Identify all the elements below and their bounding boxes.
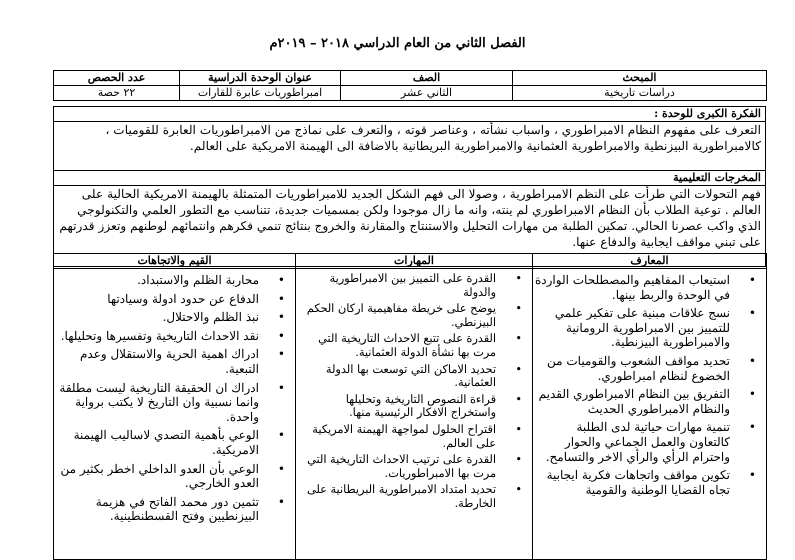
unit-value: امبراطوريات عابرة للقارات (180, 86, 341, 101)
list-item-text: نسج علاقات مبنية على تفكير علمي للتمييز بين الامبراطورية الرومانية والامبراطورية البيزنطية. (554, 306, 730, 350)
outcomes-text: فهم التحولات التي طرأت على النظم الامبراطورية ، وصولا الى فهم الشكل الجديد للامبراطوريات المتمثلة بالهيمنة الامريكية الحالية على العالم . توعية الطلاب بأن النظام الامبراطوري لم ينته، وانه ما زال موجودا ولكن بمسميات جديدة، تتناسب مع التطور العلمي والتكنولوجي الذي واكب عصرنا الحالي. تمكين الطلبة من مهارات التحليل والاستنتاج والمقارنة والخروج بنتائج تنمي فكرهم وانتمائهم لوطنهم وتعزز قدرتهم على تبني مواقف ايجابية والدفاع عنها. (54, 186, 766, 267)
list-item (298, 272, 530, 299)
values-header: القيم والاتجاهات (54, 254, 296, 269)
knowledge-column (533, 269, 767, 560)
bullet-icon: • (277, 291, 285, 306)
grade-header: الصف (341, 71, 513, 86)
bullet-icon: • (748, 353, 756, 368)
bullet-icon: • (748, 387, 756, 402)
list-item-text: محاربة الظلم والاستبداد. (137, 273, 259, 287)
big-idea-label: الفكرة الكبرى للوحدة : (54, 107, 766, 122)
list-item-text: تحديد الاماكن التي توسعت بها الدولة العثمانية. (325, 362, 496, 390)
list-item (535, 306, 764, 350)
outcomes-label: المخرجات التعليمية (54, 171, 766, 186)
bullet-icon: • (277, 380, 285, 395)
list-item (535, 273, 764, 302)
list-item (56, 428, 293, 457)
bullet-icon: • (515, 272, 522, 285)
bullet-icon: • (748, 420, 756, 435)
list-item (298, 363, 530, 390)
list-item (56, 462, 293, 491)
list-item (298, 423, 530, 450)
bullet-icon: • (515, 483, 522, 497)
list-item-text: استيعاب المفاهيم والمصطلحات الواردة في الوحدة والربط بينها. (535, 273, 730, 302)
list-item-text: القدرة على ترتيب الاحداث التاريخية التي مرت بها الامبراطوريات. (307, 453, 496, 480)
big-idea-text: التعرف على مفهوم النظام الامبراطوري ، واسباب نشأته ، وعناصر قوته ، والتعرف على نماذج من الامبراطوريات العابرة للقوميات ، كالامبراطورية البيزنطية والامبراطورية العثمانية والامبراطورية البريطانية بالاضافة الى الهيمنة الامريكية على العالم. (54, 122, 766, 171)
page-title: الفصل الثاني من العام الدراسي ٢٠١٨ – ٢٠١٩م (269, 36, 526, 51)
bullet-icon: • (515, 362, 522, 376)
periods-header: عدد الحصص (54, 71, 180, 86)
subject-header: المبحث (513, 71, 767, 86)
list-item (56, 310, 293, 325)
bullet-icon: • (515, 422, 522, 436)
grade-value: الثاني عشر (341, 86, 513, 101)
list-item-text: ادراك اهمية الحرية والاستقلال وعدم التبعية. (79, 347, 259, 376)
list-item (535, 420, 764, 464)
info-table (53, 70, 767, 101)
list-item (298, 453, 530, 480)
list-item-text: تكوين مواقف واتجاهات فكرية ايجابية تجاه القضايا الوطنية والقومية (546, 468, 730, 497)
list-item-text: يوضح على خريطة مفاهيمية اركان الحكم البيزنطي. (306, 302, 496, 329)
list-item (535, 387, 764, 416)
bullet-icon: • (515, 302, 522, 316)
list-item-text: تحديد مواقف الشعوب والقوميات من الخضوع لنظام امبراطوري. (547, 353, 730, 383)
bullet-icon: • (277, 461, 285, 476)
list-item-text: اقتراح الحلول لمواجهة الهيمنة الامريكية على العالم. (312, 422, 496, 450)
bullet-icon: • (748, 306, 756, 321)
bullet-icon: • (515, 453, 522, 467)
list-item (298, 483, 530, 510)
list-item-text: نقد الاحداث التاريخية وتفسيرها وتحليلها. (60, 328, 259, 343)
bullet-icon: • (515, 392, 522, 406)
idea-table (53, 106, 766, 267)
list-item-text: نبذ الظلم والاحتلال. (162, 310, 259, 325)
values-column (54, 269, 296, 560)
list-item-text: الدفاع عن حدود ادولة وسيادتها (107, 291, 259, 306)
bullet-icon: • (277, 494, 285, 509)
list-item-text: تحديد امتداد الامبراطورية البريطانية على الخارطة. (307, 483, 496, 510)
bullet-icon: • (277, 328, 285, 343)
list-item-text: تثمين دور محمد الفاتح في هزيمة البيزنطيين وفتح القسطنطينية. (95, 494, 259, 524)
skills-header: المهارات (296, 254, 533, 269)
bullet-icon: • (277, 310, 285, 325)
list-item (56, 329, 293, 344)
list-item (298, 332, 530, 359)
list-item-text: الوعي بأن العدو الداخلي اخطر بكثير من العدو الخارجي. (60, 461, 259, 491)
list-item (56, 292, 293, 307)
list-item (298, 302, 530, 329)
list-item (535, 468, 764, 497)
list-item-text: تنمية مهارات حياتية لدى الطلبة كالتعاون والعمل الجماعي والحوار واحترام الرأي والرأي الاخر والتسامح. (545, 420, 730, 464)
list-item (298, 393, 530, 420)
unit-header: عنوان الوحدة الدراسية (180, 71, 341, 86)
list-item-text: الوعي بأهمية التصدي لاساليب الهيمنة الامريكية. (73, 428, 259, 457)
bullet-icon: • (515, 332, 522, 346)
list-item (56, 347, 293, 376)
periods-value: ٢٢ حصة (54, 86, 180, 101)
bullet-icon: • (277, 273, 285, 287)
list-item-text: قراءة النصوص التاريخية وتحليلها واستخراج الافكار الرئيسية منها. (345, 392, 496, 420)
bullet-icon: • (277, 347, 285, 362)
list-item (56, 273, 293, 288)
knowledge-header: المعارف (533, 254, 767, 269)
bullet-icon: • (277, 428, 285, 443)
skills-column (296, 269, 533, 560)
list-item-text: القدرة على تتبع الاحداث التاريخية التي مرت بها نشأة الدولة العثمانية. (318, 332, 496, 359)
bullet-icon: • (748, 273, 756, 287)
subject-value: دراسات تاريخية (513, 86, 767, 101)
list-item (535, 354, 764, 383)
list-item (56, 495, 293, 524)
columns-table (53, 253, 767, 560)
list-item (56, 381, 293, 425)
list-item-text: القدرة على التمييز بين الامبراطورية والدولة (329, 272, 496, 299)
bullet-icon: • (748, 468, 756, 483)
list-item-text: التفريق بين النظام الامبراطوري القديم والنظام الامبراطوري الحديث (538, 387, 730, 416)
list-item-text: ادراك ان الحقيقة التاريخية ليست مطلقة وانما نسبية وان التاريخ لا يكتب برواية واحدة. (59, 380, 259, 424)
